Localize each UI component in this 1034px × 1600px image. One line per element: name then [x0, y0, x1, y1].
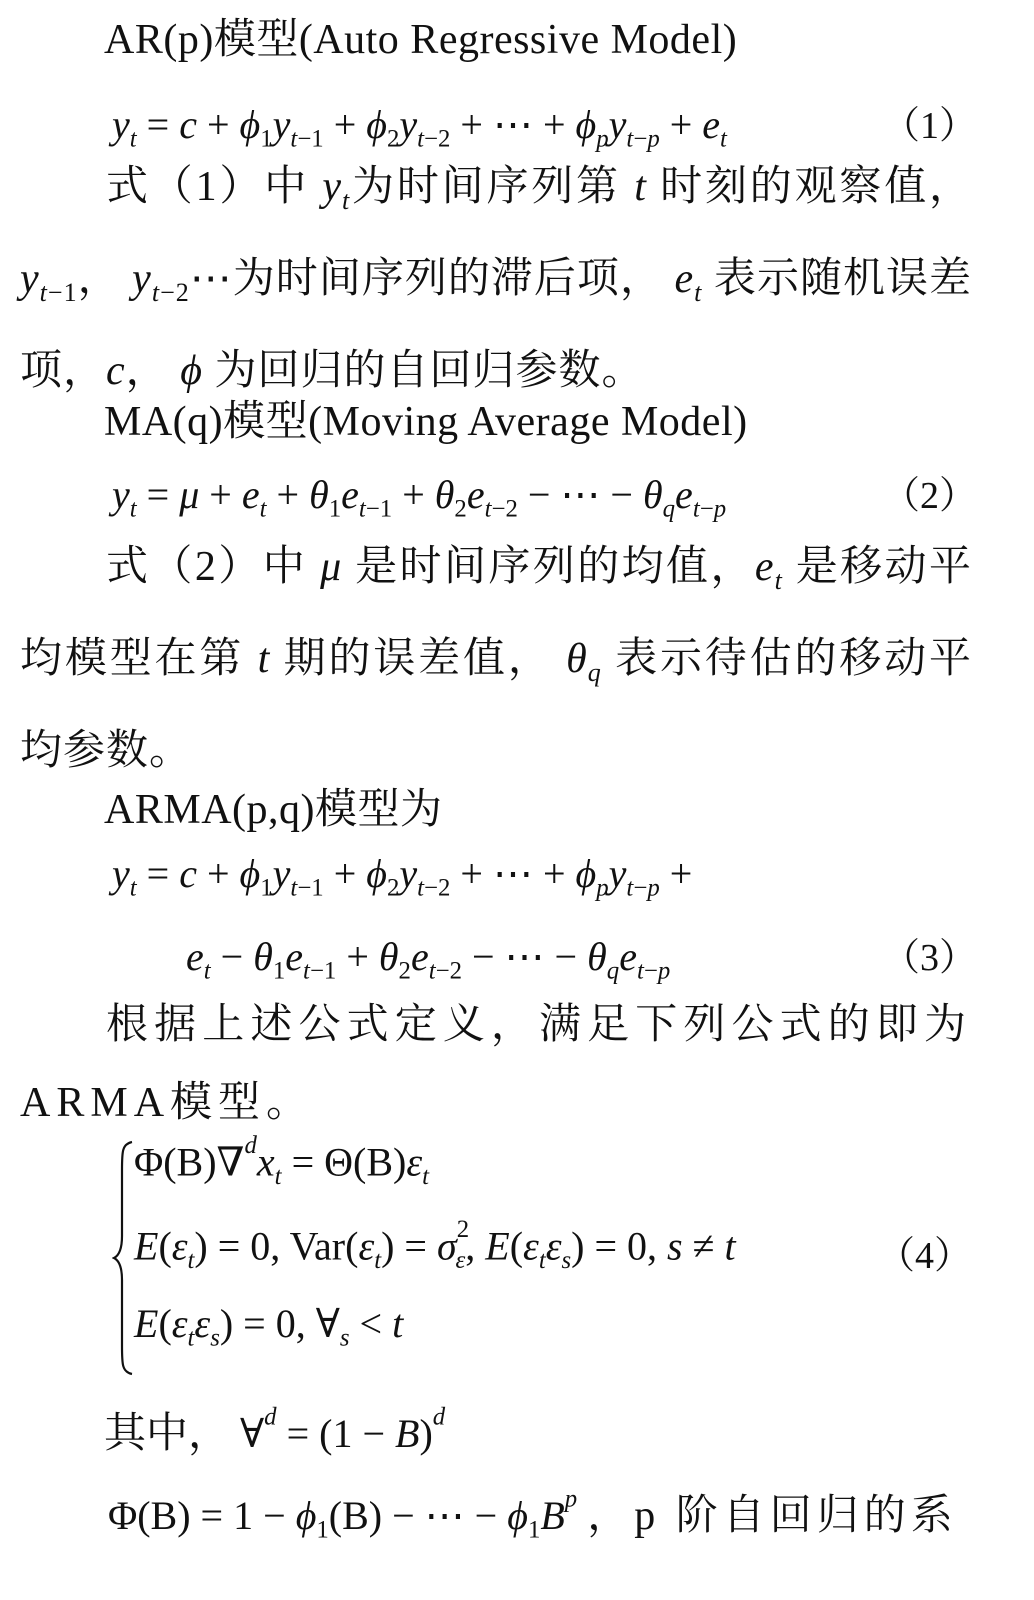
equation-4-case-2: $E(\varepsilon_t) = 0$, $Var(\varepsilon_t) = \sigma^2_\varepsilon$, $E(\varepsilon_t\varepsilon_s) = 0$, s ≠ t	[134, 1216, 736, 1274]
arma-definition-paragraph: 根据上述公式定义，满足下列公式的即为ARMA模型。	[20, 1002, 972, 1126]
equation-3-line-1	[112, 850, 972, 910]
arma-model-heading: ARMA(p,q)模型为	[104, 787, 443, 833]
ar-model-heading: AR(p)模型(Auto Regressive Model)	[104, 17, 738, 63]
equation-3-line-2-body: $e_t - \theta_1e_{t-1} + \theta_2e_{t-2}$ − ⋯ − $\theta_qe_{t-p}$	[186, 934, 671, 985]
equation-4-case-1: $\Phi(B)\nabla^dx_t = \Theta(B)\varepsilon_t$	[134, 1132, 429, 1190]
where-clause	[104, 1400, 964, 1460]
arma-definition	[0, 986, 1034, 1142]
equation-3-line-2	[186, 926, 978, 986]
equation-1	[112, 94, 978, 154]
where-clause-body: 其中， ∀$^d$ = $(1 - B)^d$	[104, 1403, 446, 1457]
left-brace	[112, 1140, 136, 1376]
phi-definition	[108, 1482, 974, 1542]
phi-definition-body: $\Phi(B) = 1 - \phi_1(B)$ − ⋯ − $\phi_1B^p$ ，p 阶自回归的系	[108, 1485, 958, 1544]
equation-2-number: （2）	[882, 475, 978, 517]
ma-model-heading: MA(q)模型(Moving Average Model)	[104, 399, 748, 445]
ma-description-paragraph: 式（2）中 μ 是时间序列的均值，$e_t$ 是移动平均模型在第 t 期的误差值， $\theta_q$ 表示待估的移动平均参数。	[20, 544, 973, 775]
equation-3-line-1-body: $y_t = c + \phi_1y_{t-1} + \phi_2y_{t-2}$ + ⋯ + $\phi_py_{t-p}$ +	[112, 851, 693, 902]
ar-description-paragraph: 式（1）中 $y_t$为时间序列第 t 时刻的观察值， $y_{t-1}$， $y_{t-2}\cdots$为时间序列的滞后项， $e_t$ 表示随机误差项，c， ϕ 为回归的自回归参数。	[20, 164, 973, 395]
equation-3-number: （3）	[882, 937, 978, 979]
ma-description	[0, 528, 1034, 790]
equation-2-body: $y_t = \mu + e_t + \theta_1e_{t-1} + \theta_2e_{t-2}$ − ⋯ − $\theta_qe_{t-p}$	[112, 472, 727, 523]
equation-4-number: （4）	[876, 1235, 972, 1277]
equation-2	[112, 464, 978, 524]
equation-1-body: $y_t = c + \phi_1y_{t-1} + \phi_2y_{t-2}$ + ⋯ + $\phi_py_{t-p} + e_t$	[112, 102, 727, 153]
ar-description	[0, 148, 1034, 410]
equation-4-case-3: $E(\varepsilon_t\varepsilon_s) = 0$, $\forall_s < t$	[134, 1301, 404, 1352]
equation-4	[112, 1132, 972, 1382]
equation-1-number: （1）	[882, 105, 978, 147]
